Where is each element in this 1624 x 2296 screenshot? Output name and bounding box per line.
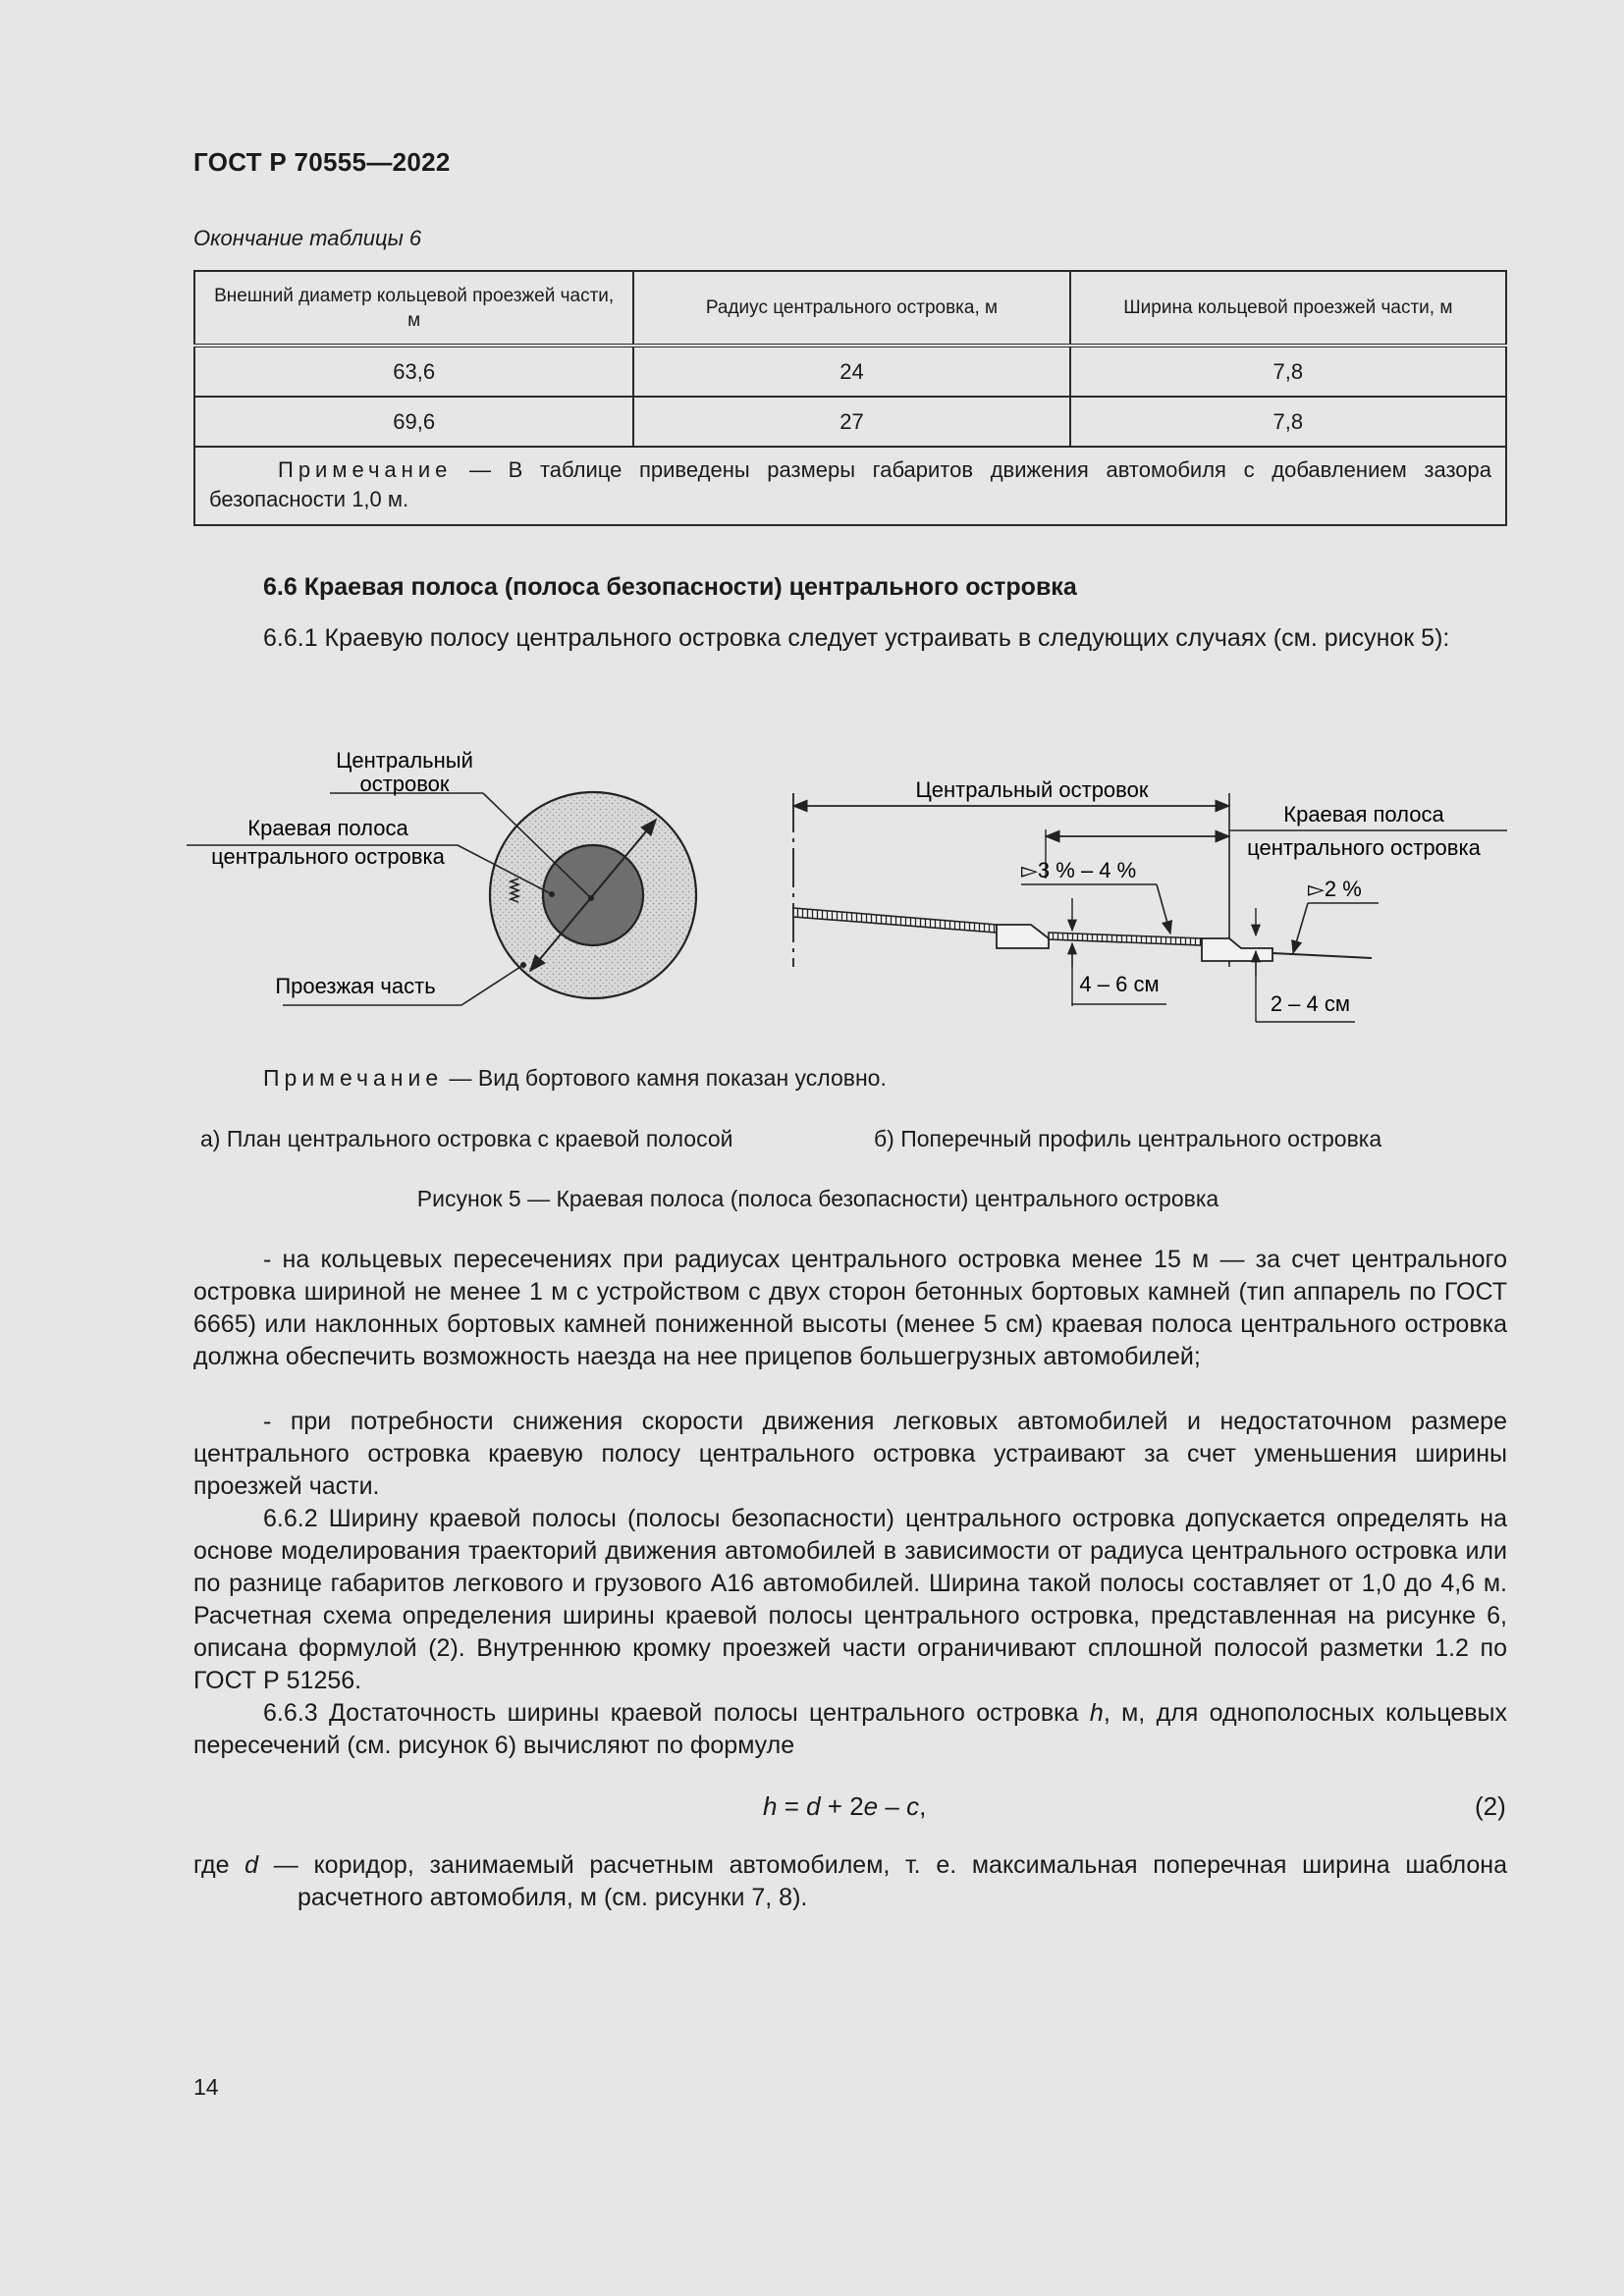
table-header-cell: Радиус центрального островка, м [633, 271, 1069, 346]
table-row [194, 397, 1506, 447]
island-surface [793, 908, 997, 933]
table-caption: Окончание таблицы 6 [193, 226, 422, 250]
table-note [194, 447, 1506, 525]
table-cell: 63,6 [194, 346, 633, 397]
plan-label-carriageway: Проезжая часть [275, 974, 436, 998]
profile-label-strip-line1: Краевая полоса [1283, 802, 1444, 827]
table-header-cell: Ширина кольцевой проезжей части, м [1070, 271, 1506, 346]
plan-label-island-line2: островок [359, 772, 450, 796]
profile-view [793, 777, 1507, 1022]
table-note-label: Примечание [278, 457, 453, 482]
figure-caption: Рисунок 5 — Краевая полоса (полоса безопасности) центрального островка [416, 1186, 1219, 1211]
figure-note-text: — Вид бортового камня показан условно. [443, 1065, 887, 1091]
table-cell: 69,6 [194, 397, 633, 447]
list-item-2: - при потребности снижения скорости движения легковых автомобилей и недостаточном размере центрального островка краевую полосу центрального островка устраивают за счет уменьшения ширины проезжей части. [193, 1408, 1507, 1500]
profile-label-island: Центральный островок [915, 777, 1149, 802]
page-number: 14 [193, 2074, 219, 2100]
formula-number: (2) [1475, 1791, 1506, 1821]
table-cell: 27 [633, 397, 1069, 447]
list-item-1: - на кольцевых пересечениях при радиусах центрального островка менее 15 м — за счет центрального островка шириной не менее 1 м с устройством с двух сторон бетонных бортовых камней (тип аппарель по ГОСТ 6665) или наклонных бортовых камней пониженной высоты (менее 5 см) краевая полоса центрального островка должна обеспечить возможность наезда на нее прицепов большегрузных автомобилей; [193, 1246, 1507, 1370]
plan-label-island-line1: Центральный [336, 748, 473, 773]
formula-2: h = d + 2e – c, [763, 1791, 927, 1821]
figure-note [263, 1065, 887, 1092]
paragraph-6-6-1: 6.6.1 Краевую полосу центрального островка следует устраивать в следующих случаях (см. рисунок 5): [263, 624, 1450, 652]
paragraph-6-6-3: 6.6.3 Достаточность ширины краевой полосы центрального островка h, м, для однополосных кольцевых пересечений (см. рисунок 6) вычисляют по формуле [193, 1699, 1507, 1759]
plan-label-strip-line1: Краевая полоса [247, 816, 408, 840]
table-cell: 7,8 [1070, 397, 1506, 447]
profile-slope-2: ▻2 % [1308, 877, 1362, 901]
figure-subcaption-a: а) План центрального островка с краевой полосой [200, 1126, 733, 1151]
profile-slope-1: ▻3 % – 4 % [1021, 858, 1137, 882]
left-curb [997, 925, 1049, 948]
figure-note-label: Примечание [263, 1065, 444, 1091]
profile-label-strip-line2: центрального островка [1247, 835, 1481, 860]
table-cell: 7,8 [1070, 346, 1506, 397]
plan-view [187, 748, 696, 1005]
formula-explanation: где d — коридор, занимаемый расчетным автомобилем, т. е. максимальная поперечная ширина шаблона расчетного автомобиля, м (см. рисунки 7, 8). [193, 1851, 1507, 1911]
table-cell: 24 [633, 346, 1069, 397]
figure-5-diagram [187, 731, 1522, 1026]
dimensions-table [193, 270, 1507, 526]
paragraph-6-6-2: 6.6.2 Ширину краевой полосы (полосы безопасности) центрального островка допускается определять на основе моделирования траекторий движения автомобилей в зависимости от радиуса центрального островка или по разнице габаритов легкового и грузового А16 автомобилей. Ширина такой полосы составляет от 1,0 до 4,6 м. Расчетная схема определения ширины краевой полосы центрального островка, представленная на рисунке 6, описана формулой (2). Внутреннюю кромку проезжей части ограничивают сплошной полосой разметки 1.2 по ГОСТ Р 51256. [193, 1505, 1507, 1694]
figure-subcaption-b: б) Поперечный профиль центрального островка [874, 1126, 1382, 1151]
right-curb [1202, 938, 1272, 961]
section-title: 6.6 Краевая полоса (полоса безопасности) центрального островка [263, 573, 1077, 601]
plan-label-strip-line2: центрального островка [211, 844, 445, 869]
profile-dim-1: 4 – 6 см [1079, 972, 1160, 996]
profile-dim-2: 2 – 4 см [1270, 991, 1350, 1016]
table-row [194, 346, 1506, 397]
table-note-text: — В таблице приведены размеры габаритов движения автомобиля с добавлением зазора безопасности 1,0 м. [209, 457, 1491, 511]
document-header-title: ГОСТ Р 70555—2022 [193, 147, 451, 177]
table-header-cell: Внешний диаметр кольцевой проезжей части, м [194, 271, 633, 346]
